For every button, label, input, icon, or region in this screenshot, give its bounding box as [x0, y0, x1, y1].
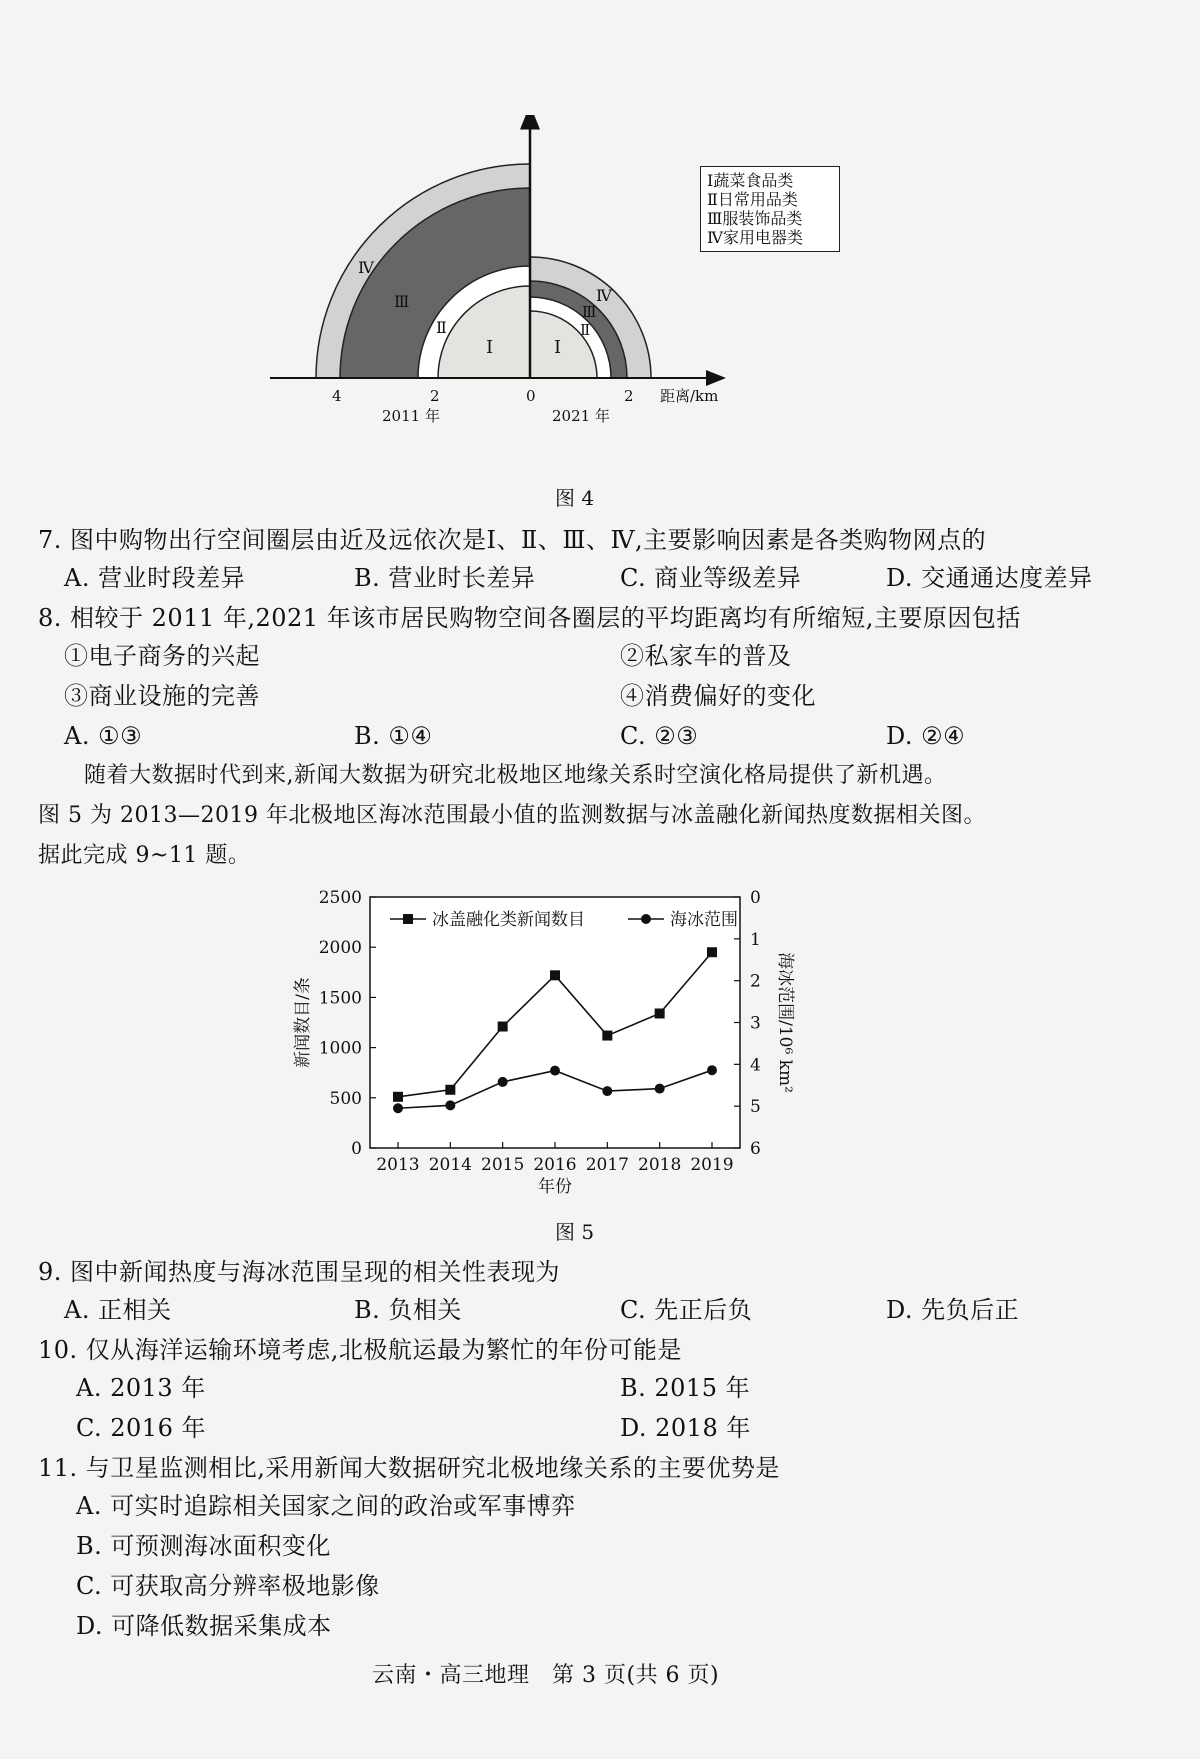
q10-option-a[interactable]: A. 2013 年 [76, 1374, 206, 1402]
plot-frame [370, 897, 740, 1148]
label-2011-ii: Ⅱ [436, 318, 447, 337]
q7-option-d[interactable]: D. 交通通达度差异 [886, 564, 1093, 592]
legend-label-2: 海冰范围 [670, 910, 738, 930]
label-2021-iv: Ⅳ [596, 286, 612, 305]
label-2021-iii: Ⅲ [582, 303, 597, 321]
q8-option-b[interactable]: B. ①④ [354, 722, 433, 750]
legend-item-iii: Ⅲ服装饰品类 [707, 209, 803, 228]
page-footer: 云南・高三地理 第 3 页(共 6 页) [372, 1663, 720, 1688]
y-tick-label: 2000 [318, 938, 362, 959]
q10-option-d[interactable]: D. 2018 年 [620, 1414, 751, 1442]
label-2011-i: Ⅰ [486, 337, 494, 358]
y-tick-label: 0 [351, 1139, 362, 1159]
series-1-point [498, 1022, 508, 1032]
series-1-point [393, 1092, 403, 1102]
q8-option-a[interactable]: A. ①③ [64, 722, 143, 750]
passage-line-1: 随着大数据时代到来,新闻大数据为研究北极地区地缘关系时空演化格局提供了新机遇。 [84, 763, 947, 788]
series-2-point [393, 1103, 403, 1113]
q9-option-d[interactable]: D. 先负后正 [886, 1296, 1020, 1324]
legend-item-ii: Ⅱ日常用品类 [707, 190, 798, 209]
q7-option-c[interactable]: C. 商业等级差异 [620, 564, 802, 592]
q11-option-a[interactable]: A. 可实时追踪相关国家之间的政治或军事博弈 [76, 1492, 576, 1520]
q8-item-1: ①电子商务的兴起 [64, 642, 260, 670]
fig5-caption: 图 5 [555, 1220, 595, 1244]
q10-option-b[interactable]: B. 2015 年 [620, 1374, 751, 1402]
figure-5-chart [280, 880, 860, 1210]
series-1-point [707, 947, 717, 957]
x-tick-label: 2013 [376, 1155, 420, 1175]
legend-item-i: Ⅰ蔬菜食品类 [707, 171, 794, 190]
y2-tick-label: 5 [750, 1097, 761, 1118]
y-tick-label: 1500 [318, 988, 362, 1009]
y2-tick-label: 6 [750, 1139, 761, 1159]
x-tick-label: 2017 [585, 1155, 629, 1175]
tick-4: 4 [332, 387, 342, 405]
x-tick-label: 2016 [533, 1155, 577, 1175]
q9-stem: 9. 图中新闻热度与海冰范围呈现的相关性表现为 [38, 1258, 561, 1286]
label-2011-iii: Ⅲ [394, 292, 410, 311]
q9-option-c[interactable]: C. 先正后负 [620, 1296, 753, 1324]
series-1-point [445, 1085, 455, 1095]
tick-2-right: 2 [624, 387, 634, 405]
q8-item-4: ④消费偏好的变化 [620, 682, 816, 710]
x-axis-title: 年份 [538, 1177, 572, 1197]
y-tick-label: 2500 [318, 888, 362, 908]
legend-label-1: 冰盖融化类新闻数目 [432, 910, 585, 930]
series-2-point [655, 1084, 665, 1094]
q11-stem: 11. 与卫星监测相比,采用新闻大数据研究北极地缘关系的主要优势是 [38, 1454, 780, 1482]
axis-label: 距离/km [660, 387, 719, 405]
year-2021: 2021 年 [552, 407, 610, 425]
y2-axis-title: 海冰范围/10⁶ km² [775, 952, 795, 1093]
passage-line-2: 图 5 为 2013—2019 年北极地区海冰范围最小值的监测数据与冰盖融化新闻热度数据相关图。 [38, 803, 986, 828]
y-axis-title: 新闻数目/条 [293, 977, 313, 1068]
q7-option-b[interactable]: B. 营业时长差异 [354, 564, 536, 592]
y2-tick-label: 0 [750, 888, 761, 908]
x-tick-label: 2015 [481, 1155, 525, 1175]
y2-tick-label: 4 [750, 1055, 761, 1076]
q7-option-a[interactable]: A. 营业时段差异 [64, 564, 246, 592]
passage-line-3: 据此完成 9~11 题。 [38, 843, 251, 868]
q8-item-3: ③商业设施的完善 [64, 682, 260, 710]
legend-item-iv: Ⅳ家用电器类 [707, 228, 803, 247]
series-1-point [550, 970, 560, 980]
series-2-point [445, 1100, 455, 1110]
q8-option-c[interactable]: C. ②③ [620, 722, 699, 750]
fig4-legend [700, 166, 840, 252]
y2-tick-label: 1 [750, 929, 761, 950]
q9-option-a[interactable]: A. 正相关 [64, 1296, 172, 1324]
y2-tick-label: 2 [750, 971, 761, 992]
q11-option-c[interactable]: C. 可获取高分辨率极地影像 [76, 1572, 380, 1600]
y2-tick-label: 3 [750, 1013, 761, 1034]
series-2-point [550, 1066, 560, 1076]
q10-stem: 10. 仅从海洋运输环境考虑,北极航运最为繁忙的年份可能是 [38, 1336, 682, 1364]
q8-option-d[interactable]: D. ②④ [886, 722, 966, 750]
label-2011-iv: Ⅳ [358, 258, 374, 277]
x-tick-label: 2018 [638, 1155, 682, 1175]
rings-2011 [316, 164, 530, 378]
legend-marker-2 [641, 914, 651, 924]
q10-option-c[interactable]: C. 2016 年 [76, 1414, 206, 1442]
series-1-point [655, 1008, 665, 1018]
tick-0: 0 [526, 387, 536, 405]
x-tick-label: 2014 [428, 1155, 472, 1175]
series-2-point [707, 1065, 717, 1075]
tick-2-left: 2 [430, 387, 440, 405]
fig4-caption: 图 4 [555, 486, 595, 510]
y-tick-label: 500 [329, 1088, 362, 1109]
x-tick-label: 2019 [690, 1155, 734, 1175]
y-tick-label: 1000 [318, 1038, 362, 1059]
q7-stem: 7. 图中购物出行空间圈层由近及远依次是Ⅰ、Ⅱ、Ⅲ、Ⅳ,主要影响因素是各类购物网点的 [38, 526, 987, 554]
year-2011: 2011 年 [382, 407, 440, 425]
label-2021-ii: Ⅱ [580, 321, 591, 339]
legend-marker-1 [403, 914, 413, 924]
label-2021-i: Ⅰ [554, 337, 562, 358]
q8-stem: 8. 相较于 2011 年,2021 年该市居民购物空间各圈层的平均距离均有所缩短,主要原因包括 [38, 604, 1021, 632]
q11-option-d[interactable]: D. 可降低数据采集成本 [76, 1612, 332, 1640]
series-1-point [602, 1031, 612, 1041]
series-2-point [602, 1086, 612, 1096]
series-2-point [498, 1077, 508, 1087]
q8-item-2: ②私家车的普及 [620, 642, 792, 670]
q9-option-b[interactable]: B. 负相关 [354, 1296, 462, 1324]
q11-option-b[interactable]: B. 可预测海冰面积变化 [76, 1532, 331, 1560]
